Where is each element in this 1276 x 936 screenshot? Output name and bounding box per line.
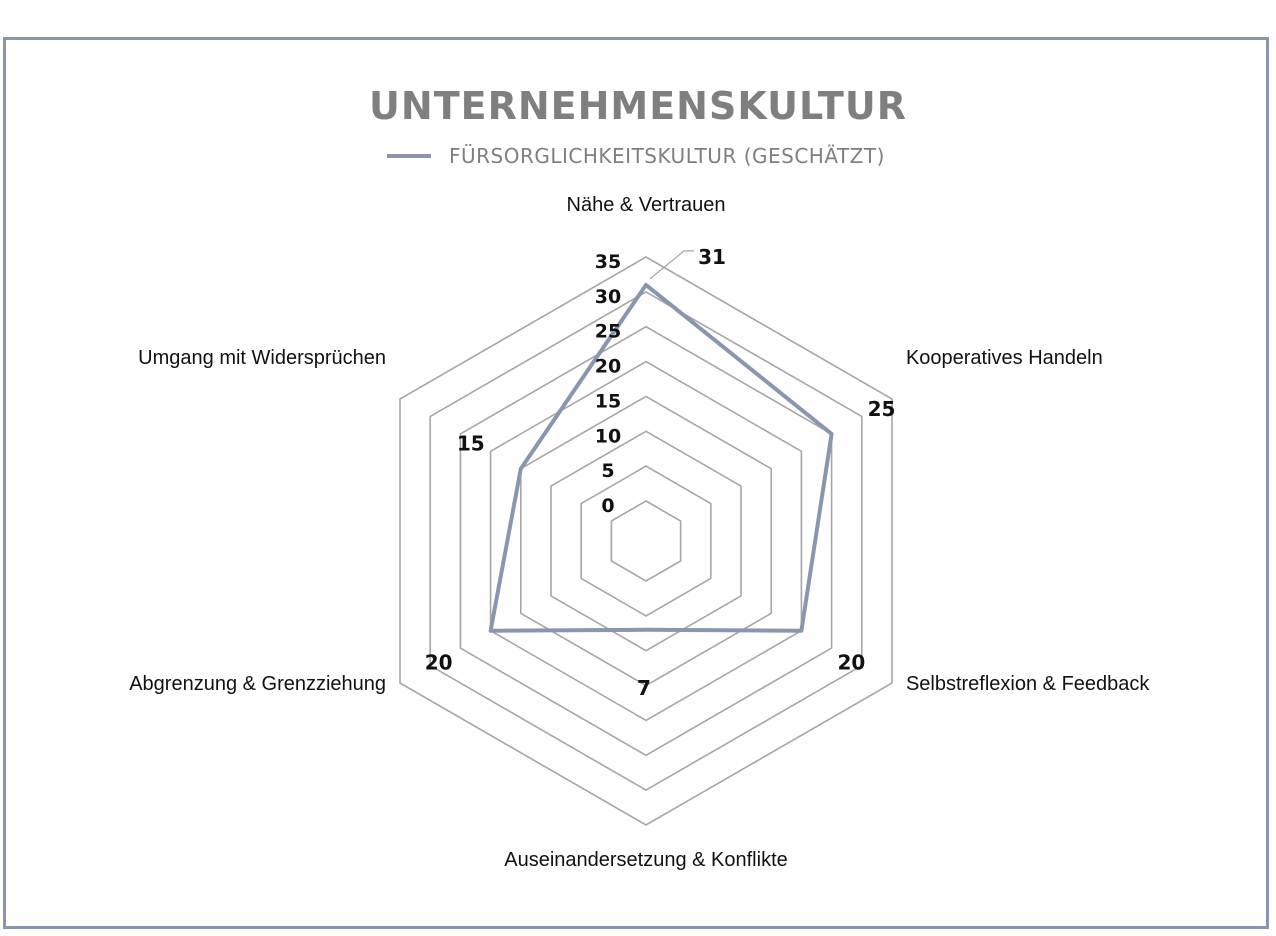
radar-grid (400, 257, 892, 825)
tick-label-10: 10 (594, 425, 622, 448)
tick-label-20: 20 (594, 355, 622, 378)
data-label-0: 31 (698, 244, 726, 269)
tick-label-25: 25 (594, 320, 622, 343)
grid-ring-30 (430, 292, 862, 790)
grid-ring-0 (611, 501, 680, 581)
category-label-1: Kooperatives Handeln (905, 347, 1103, 369)
data-label-4: 20 (424, 650, 453, 675)
category-label-4: Abgrenzung & Grenzziehung (129, 673, 387, 695)
tick-label-5: 5 (601, 460, 615, 483)
category-label-0: Nähe & Vertrauen (566, 194, 726, 216)
grid-ring-15 (521, 396, 771, 685)
category-label-2: Selbstreflexion & Feedback (905, 673, 1150, 695)
tick-label-35: 35 (594, 251, 622, 273)
chart-title: UNTERNEHMENSKULTUR (369, 84, 907, 128)
data-label-2: 20 (837, 650, 866, 675)
series-line (491, 285, 832, 631)
legend-entry: FÜRSORGLICHKEITSKULTUR (GESCHÄTZT) (449, 144, 885, 168)
grid-ring-20 (491, 362, 802, 721)
tick-label-15: 15 (594, 390, 622, 413)
tick-label-0: 0 (601, 495, 615, 517)
category-label-3: Auseinandersetzung & Konflikte (504, 849, 788, 871)
data-label-leader-line (650, 251, 694, 279)
grid-ring-35 (400, 257, 892, 825)
tick-label-30: 30 (594, 285, 622, 308)
data-label-5: 15 (456, 431, 485, 456)
grid-ring-5 (581, 466, 711, 616)
grid-ring-10 (551, 431, 741, 650)
category-label-5: Umgang mit Widersprüchen (138, 347, 387, 369)
radar-series (491, 285, 832, 631)
data-label-3: 7 (637, 675, 651, 700)
data-label-1: 25 (867, 396, 896, 421)
